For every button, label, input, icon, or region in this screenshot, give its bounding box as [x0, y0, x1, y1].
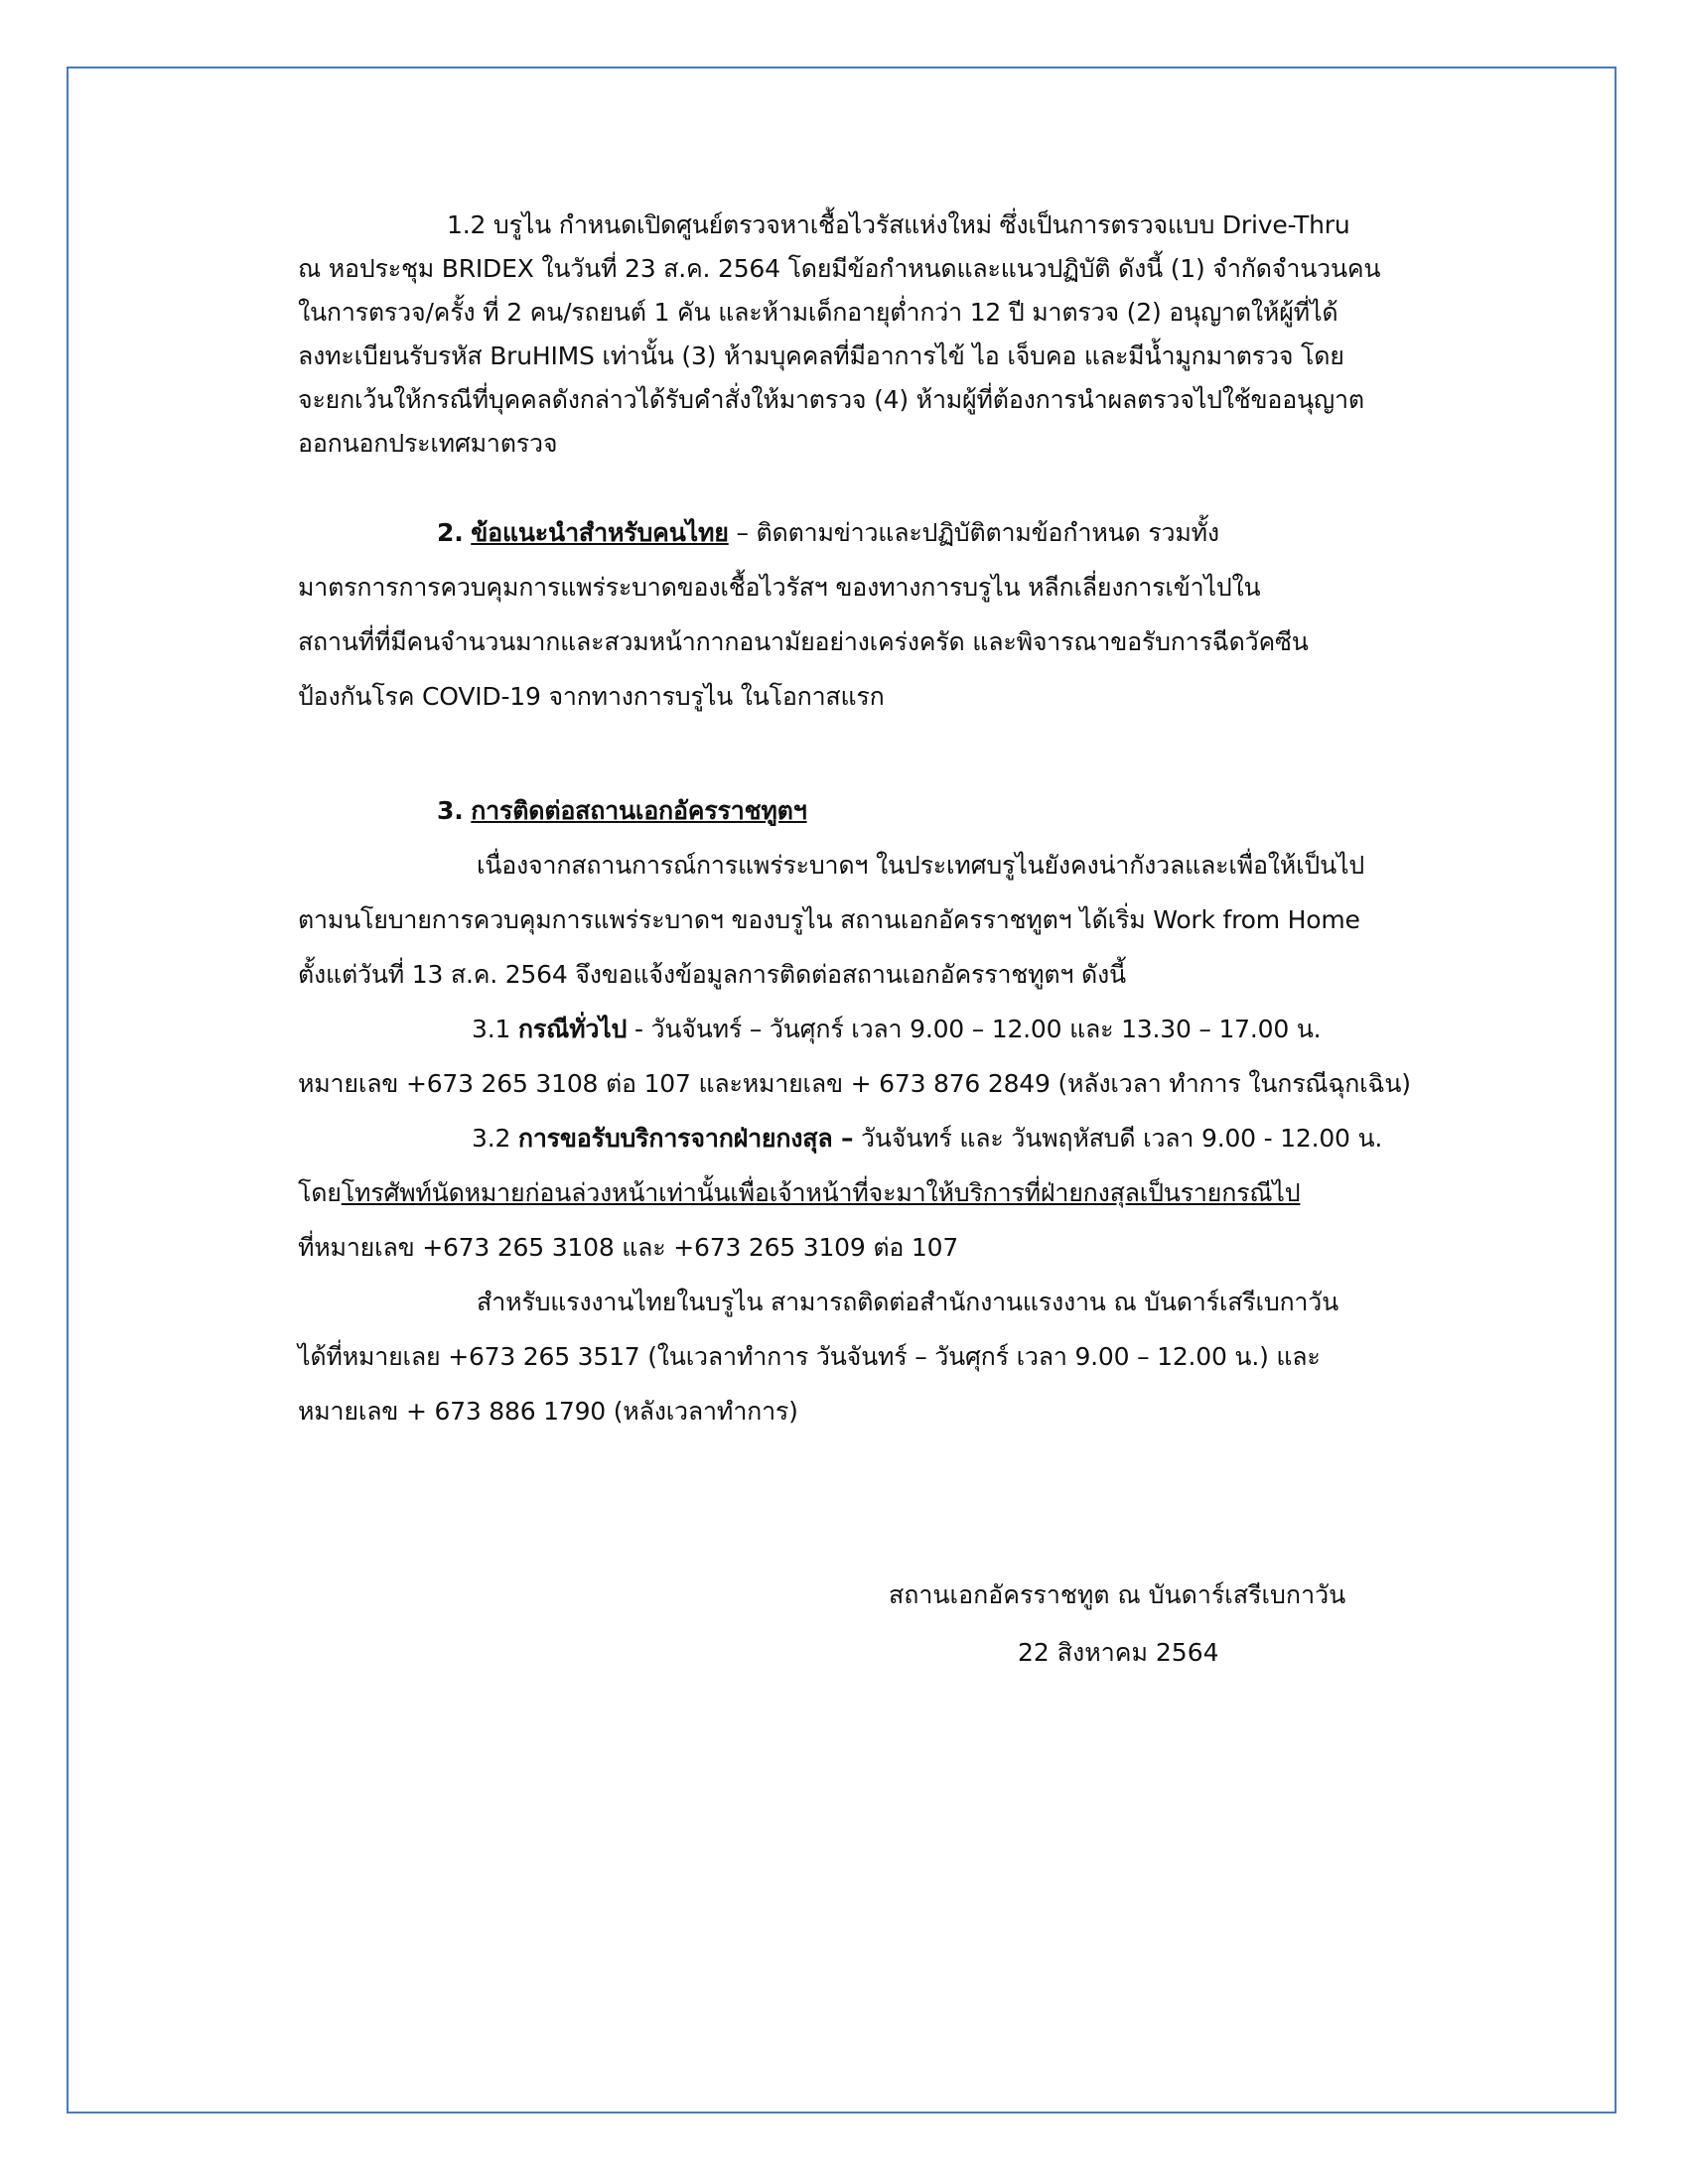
section-3-2-label: การขอรับบริการจากฝ่ายกงสุล –	[517, 1124, 854, 1153]
section-3-2-hours: วันจันทร์ และ วันพฤหัสบดี เวลา 9.00 - 12.00 น.	[853, 1124, 1383, 1153]
section-1-2-line-4: ลงทะเบียนรับรหัส BruHIMS เท่านั้น (3) ห้ามบุคคลที่มีอาการไข้ ไอ เจ็บคอ และมีน้ำมูกมาตรวจ โดย	[298, 341, 1344, 370]
labor-office-line-1: สำหรับแรงงานไทยในบรูไน สามารถติดต่อสำนักงานแรงงาน ณ บันดาร์เสรีเบกาวัน	[477, 1288, 1338, 1316]
section-3-1-label: กรณีทั่วไป	[517, 1015, 628, 1043]
section-3-2-line-3: ที่หมายเลข +673 265 3108 และ +673 265 3109 ต่อ 107	[298, 1233, 959, 1262]
section-2-heading-line	[298, 505, 1489, 560]
section-1-2-line-6: ออกนอกประเทศมาตรวจ	[298, 429, 558, 458]
section-3-2-line-2	[298, 1165, 1489, 1220]
section-2-heading: ข้อแนะนำสำหรับคนไทย	[471, 518, 729, 547]
section-3-heading: การติดต่อสถานเอกอัครราชทูตฯ	[471, 796, 807, 825]
section-3-2-line-1	[298, 1111, 1489, 1165]
labor-office-line-3: หมายเลข + 673 886 1790 (หลังเวลาทำการ)	[298, 1397, 798, 1426]
section-2-line-3: สถานที่ที่มีคนจำนวนมากและสวมหน้ากากอนามัยอย่างเคร่งครัด และพิจารณาขอรับการฉีดวัคซีน	[298, 627, 1309, 656]
section-3-intro-line-3: ตั้งแต่วันที่ 13 ส.ค. 2564 จึงขอแจ้งข้อมูลการติดต่อสถานเอกอัครราชทูตฯ ดังนี้	[298, 960, 1126, 989]
labor-office-line-2: ได้ที่หมายเลย +673 265 3517 (ในเวลาทำการ วันจันทร์ – วันศุกร์ เวลา 9.00 – 12.00 น.) และ	[298, 1342, 1321, 1371]
section-2-number: 2.	[437, 518, 464, 547]
section-3-2-number: 3.2	[472, 1124, 518, 1153]
section-2	[298, 505, 1489, 724]
section-1-2-line-3: ในการตรวจ/ครั้ง ที่ 2 คน/รถยนต์ 1 คัน และห้ามเด็กอายุต่ำกว่า 12 ปี มาตรวจ (2) อนุญาตให้ผู้ที่ได้	[298, 298, 1338, 327]
section-3-intro-line-2: ตามนโยบายการควบคุมการแพร่ระบาดฯ ของบรูไน สถานเอกอัครราชทูตฯ ได้เริ่ม Work from Home	[298, 905, 1360, 934]
section-3-heading-line	[298, 783, 1489, 838]
section-1-2-line-2: ณ หอประชุม BRIDEX ในวันที่ 23 ส.ค. 2564 โดยมีข้อกำหนดและแนวปฏิบัติ ดังนี้ (1) จำกัดจำนวนคน	[298, 254, 1381, 283]
section-3-2-line-2-prefix: โดย	[298, 1178, 342, 1207]
section-3-number: 3.	[437, 796, 464, 825]
section-1-2-line-5: จะยกเว้นให้กรณีที่บุคคลดังกล่าวได้รับคำสั่งให้มาตรวจ (4) ห้ามผู้ที่ต้องการนำผลตรวจไปใช้ขออนุญาต	[298, 385, 1364, 414]
section-3-2-appointment-note: โทรศัพท์นัดหมายก่อนล่วงหน้าเท่านั้นเพื่อเจ้าหน้าที่จะมาให้บริการที่ฝ่ายกงสุลเป็นรายกรณีไป	[341, 1178, 1301, 1207]
section-3-1-hours: - วันจันทร์ – วันศุกร์ เวลา 9.00 – 12.00 และ 13.30 – 17.00 น.	[627, 1015, 1322, 1043]
section-3	[298, 783, 1489, 1438]
section-1-2	[298, 204, 1489, 466]
signature-block	[889, 1567, 1345, 1682]
section-3-1-number: 3.1	[472, 1015, 518, 1043]
section-3-1-line-2: หมายเลข +673 265 3108 ต่อ 107 และหมายเลข + 673 876 2849 (หลังเวลา ทำการ ในกรณีฉุกเฉิน)	[298, 1069, 1411, 1098]
section-3-1-line-1	[298, 1002, 1489, 1056]
section-2-line-4: ป้องกันโรค COVID-19 จากทางการบรูไน ในโอกาสแรก	[298, 682, 885, 711]
signature-org: สถานเอกอัครราชทูต ณ บันดาร์เสรีเบกาวัน	[889, 1580, 1346, 1609]
document-body	[298, 204, 1489, 1438]
section-3-intro-line-1: เนื่องจากสถานการณ์การแพร่ระบาดฯ ในประเทศบรูไนยังคงน่ากังวลและเพื่อให้เป็นไป	[477, 851, 1365, 880]
section-2-line-2: มาตรการการควบคุมการแพร่ระบาดของเชื้อไวรัสฯ ของทางการบรูไน หลีกเลี่ยงการเข้าไปใน	[298, 573, 1261, 602]
signature-date: 22 สิงหาคม 2564	[1018, 1638, 1219, 1667]
section-2-first-line: – ติดตามข่าวและปฏิบัติตามข้อกำหนด รวมทั้ง	[728, 518, 1219, 547]
section-1-2-line-1: 1.2 บรูไน กำหนดเปิดศูนย์ตรวจหาเชื้อไวรัสแห่งใหม่ ซึ่งเป็นการตรวจแบบ Drive-Thru	[447, 210, 1350, 239]
